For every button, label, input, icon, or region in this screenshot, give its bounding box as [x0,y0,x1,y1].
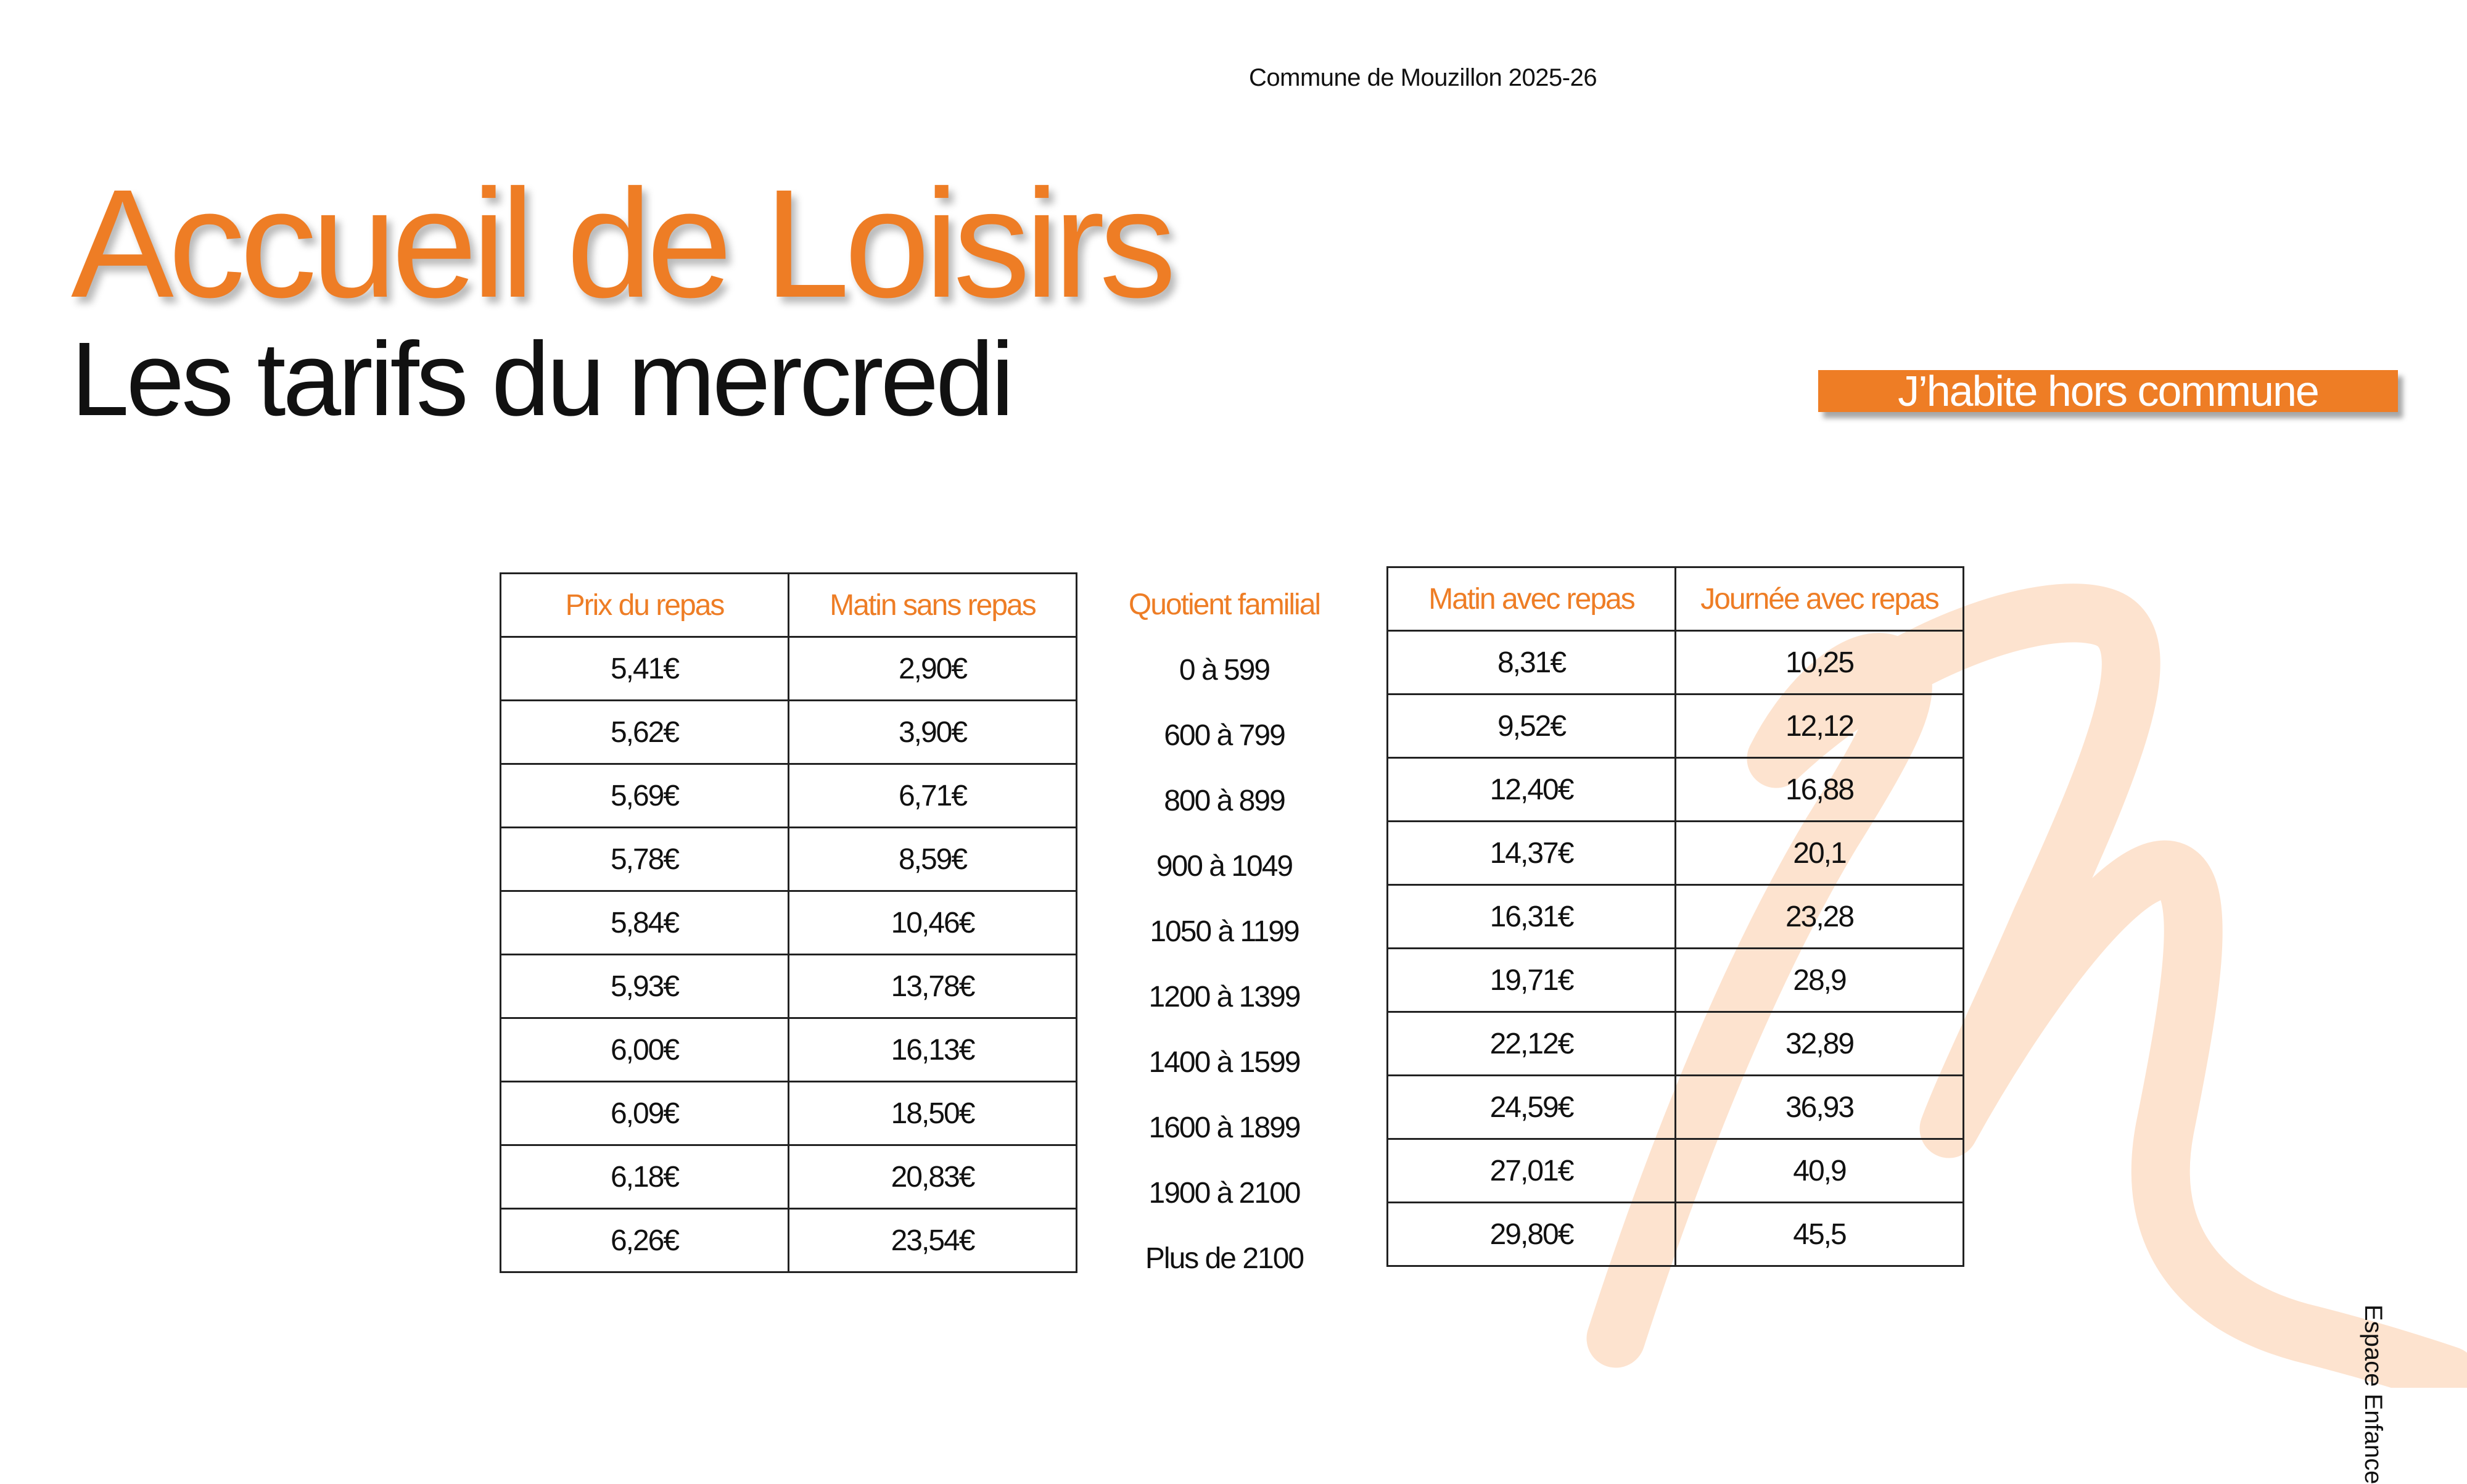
table-row [1388,1076,1964,1139]
header-matin-sans-repas: Matin sans repas [789,574,1077,637]
espace-enfance-text: Espace Enfance [2360,1305,2387,1484]
cell-prix-repas: 5,69€ [501,764,789,828]
cell-matin-sans-repas: 10,46€ [789,891,1077,955]
cell-matin-sans-repas: 18,50€ [789,1082,1077,1145]
cell-journee-avec-repas: 16,88 [1676,758,1964,822]
quotient-value: 1900 à 2100 [1148,1177,1300,1210]
cell-journee-avec-repas: 32,89 [1676,1012,1964,1076]
cell-matin-avec-repas: 16,31€ [1388,885,1676,949]
header-commune: Commune de Mouzillon 2025-26 [1249,64,1597,91]
header-journee-avec-repas: Journée avec repas [1676,567,1964,631]
quotient-value: 1400 à 1599 [1148,1046,1300,1079]
cell-matin-sans-repas: 16,13€ [789,1018,1077,1082]
cell-matin-sans-repas: 23,54€ [789,1209,1077,1272]
table-row [501,1082,1077,1145]
quotient-value: 1200 à 1399 [1148,981,1300,1013]
cell-journee-avec-repas: 40,9 [1676,1139,1964,1203]
table-row [501,828,1077,891]
table-row [1388,1012,1964,1076]
table-row [1388,822,1964,885]
cell-matin-sans-repas: 13,78€ [789,955,1077,1018]
cell-matin-avec-repas: 8,31€ [1388,631,1676,695]
cell-prix-repas: 6,18€ [501,1145,789,1209]
table-row [1388,1139,1964,1203]
quotient-familial-column [1098,572,1351,1292]
table-row [501,955,1077,1018]
header-prix-repas: Prix du repas [501,574,789,637]
cell-matin-sans-repas: 6,71€ [789,764,1077,828]
table-row [501,1209,1077,1272]
cell-prix-repas: 6,09€ [501,1082,789,1145]
cell-matin-avec-repas: 24,59€ [1388,1076,1676,1139]
table-row [1388,885,1964,949]
table-row [1388,758,1964,822]
quotient-value: 0 à 599 [1179,654,1270,686]
cell-matin-avec-repas: 12,40€ [1388,758,1676,822]
quotient-value: 1050 à 1199 [1150,915,1299,948]
page-subtitle: Les tarifs du mercredi [71,321,1011,438]
quotient-value: Plus de 2100 [1145,1242,1304,1275]
cell-matin-avec-repas: 22,12€ [1388,1012,1676,1076]
cell-matin-avec-repas: 19,71€ [1388,949,1676,1012]
page-title: Accueil de Loisirs [71,157,1171,329]
header-matin-avec-repas: Matin avec repas [1388,567,1676,631]
table-row [501,891,1077,955]
quotient-value: 1600 à 1899 [1148,1111,1300,1144]
cell-journee-avec-repas: 23,28 [1676,885,1964,949]
cell-journee-avec-repas: 12,12 [1676,695,1964,758]
cell-prix-repas: 6,26€ [501,1209,789,1272]
cell-matin-avec-repas: 27,01€ [1388,1139,1676,1203]
cell-prix-repas: 5,41€ [501,637,789,701]
cell-matin-sans-repas: 2,90€ [789,637,1077,701]
cell-journee-avec-repas: 20,1 [1676,822,1964,885]
table-right [1386,566,1964,1267]
cell-prix-repas: 5,62€ [501,701,789,764]
hors-commune-badge: J’habite hors commune [1818,370,2398,412]
cell-matin-sans-repas: 20,83€ [789,1145,1077,1209]
table-row [1388,695,1964,758]
cell-journee-avec-repas: 36,93 [1676,1076,1964,1139]
table-row [501,1145,1077,1209]
quotient-value: 600 à 799 [1164,719,1285,752]
quotient-value: 900 à 1049 [1156,850,1293,883]
quotient-value: 800 à 899 [1164,785,1285,817]
cell-journee-avec-repas: 45,5 [1676,1203,1964,1266]
cell-prix-repas: 6,00€ [501,1018,789,1082]
table-row [501,764,1077,828]
table-row [1388,1203,1964,1266]
table-left [500,572,1077,1273]
table-row [1388,631,1964,695]
cell-matin-avec-repas: 14,37€ [1388,822,1676,885]
cell-prix-repas: 5,78€ [501,828,789,891]
cell-journee-avec-repas: 28,9 [1676,949,1964,1012]
cell-prix-repas: 5,93€ [501,955,789,1018]
table-row [501,701,1077,764]
cell-matin-avec-repas: 9,52€ [1388,695,1676,758]
cell-matin-sans-repas: 8,59€ [789,828,1077,891]
table-row [1388,949,1964,1012]
table-row [501,1018,1077,1082]
table-row [501,637,1077,701]
cell-prix-repas: 5,84€ [501,891,789,955]
cell-matin-avec-repas: 29,80€ [1388,1203,1676,1266]
cell-journee-avec-repas: 10,25 [1676,631,1964,695]
quotient-familial-header: Quotient familial [1128,588,1320,621]
cell-matin-sans-repas: 3,90€ [789,701,1077,764]
